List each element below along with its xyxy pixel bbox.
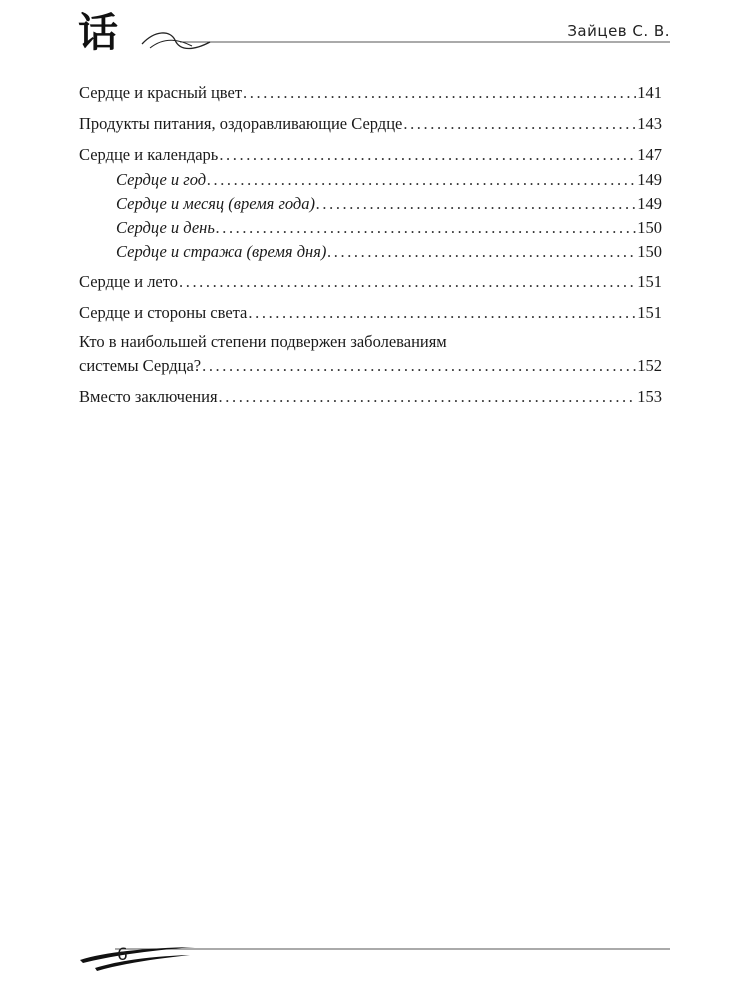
- toc-entry-page: 152: [637, 356, 662, 375]
- toc-entry-title-line2: системы Сердца?: [79, 356, 202, 375]
- calligraphy-logo-icon: [70, 6, 210, 56]
- toc-subentry-page: 150: [637, 218, 662, 237]
- dot-leader: [207, 168, 636, 192]
- toc-entry[interactable]: [79, 269, 662, 295]
- dot-leader: [316, 192, 636, 216]
- toc-entry-page: 153: [637, 387, 662, 406]
- dot-leader: [202, 353, 636, 379]
- toc-entry-title: Сердце и красный цвет: [79, 83, 243, 102]
- toc-entry[interactable]: [79, 384, 662, 410]
- dot-leader: [219, 384, 637, 410]
- toc-subentry-title: Сердце и год: [116, 170, 207, 189]
- toc-entry-title: Вместо заключения: [79, 387, 218, 406]
- footer-brush-stroke-icon: [75, 938, 670, 978]
- dot-leader: [403, 111, 636, 137]
- dot-leader: [219, 142, 636, 168]
- toc-entry-title: Продукты питания, оздоравливающие Сердце: [79, 114, 403, 133]
- toc-subentry-page: 149: [637, 194, 662, 213]
- toc-entry[interactable]: [79, 80, 662, 106]
- dot-leader: [243, 80, 636, 106]
- dot-leader: [216, 216, 636, 240]
- toc-subentry[interactable]: [79, 192, 662, 216]
- toc-entry-page: 141: [637, 83, 662, 102]
- toc-entry-title: Сердце и лето: [79, 272, 178, 291]
- toc-entry[interactable]: [79, 300, 662, 326]
- logo-glyph: 话: [78, 9, 118, 56]
- toc-subentry-page: 149: [637, 170, 662, 189]
- toc-entry-title: Сердце и стороны света: [79, 303, 248, 322]
- toc-subentry-page: 150: [637, 242, 662, 261]
- toc-subentry[interactable]: [79, 216, 662, 240]
- toc-subentry-title: Сердце и стража (время дня): [116, 242, 327, 261]
- dot-leader: [179, 269, 636, 295]
- toc-entry-multiline[interactable]: [79, 331, 662, 379]
- toc-subentry-title: Сердце и день: [116, 218, 215, 237]
- toc-entry-page: 147: [637, 145, 662, 164]
- dot-leader: [248, 300, 636, 326]
- running-header-author: Зайцев С. В.: [567, 22, 670, 40]
- toc-entry-page: 151: [637, 272, 662, 291]
- toc-entry[interactable]: [79, 142, 662, 168]
- toc-entry[interactable]: [79, 111, 662, 137]
- toc-subentry[interactable]: [79, 240, 662, 264]
- page-number: 6: [117, 945, 128, 965]
- table-of-contents: [79, 80, 662, 410]
- toc-entry-title: Сердце и календарь: [79, 145, 219, 164]
- toc-entry-page: 151: [637, 303, 662, 322]
- toc-subentry[interactable]: [79, 168, 662, 192]
- toc-entry-second-line: [79, 353, 662, 379]
- toc-entry-title-line1: Кто в наибольшей степени подвержен заболеваниям: [79, 332, 447, 351]
- dot-leader: [327, 240, 636, 264]
- toc-subentry-title: Сердце и месяц (время года): [116, 194, 316, 213]
- toc-entry-page: 143: [637, 114, 662, 133]
